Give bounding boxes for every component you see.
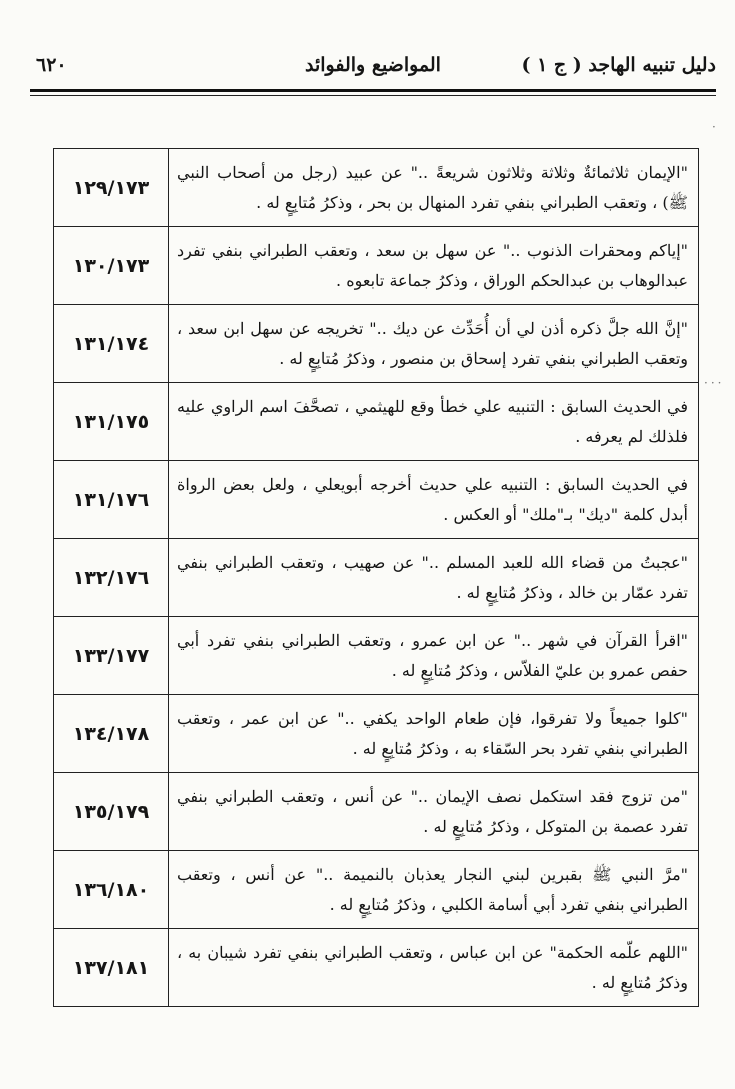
table-row: [54, 773, 699, 851]
table-row: [54, 227, 699, 305]
entry-reference: ١٣٤/١٧٨: [54, 695, 169, 773]
book-title: دليل تنبيه الهاجد ( ج ١ ): [521, 54, 716, 76]
entry-reference: ١٣١/١٧٥: [54, 383, 169, 461]
scan-speck: ·: [712, 120, 716, 134]
page-number: ٦٢٠: [36, 54, 67, 76]
page-header: [30, 52, 716, 82]
entry-description: في الحديث السابق : التنبيه علي حديث أخرجه أبويعلي ، ولعل بعض الرواة أبدل كلمة "ديك" بـ"ملك" أو العكس .: [169, 461, 699, 539]
entry-reference: ١٣١/١٧٦: [54, 461, 169, 539]
scan-speck: ···: [704, 376, 725, 390]
entry-reference: ١٣٣/١٧٧: [54, 617, 169, 695]
header-rule-thin: [30, 95, 716, 96]
entry-description: "إنَّ الله جلَّ ذكره أذن لي أن أُحَدِّث عن ديك .." تخريجه عن سهل ابن سعد ، وتعقب الطبراني بنفي تفرد إسحاق بن منصور ، وذكرُ مُتابِعٍ له .: [169, 305, 699, 383]
entry-reference: ١٣٥/١٧٩: [54, 773, 169, 851]
entry-description: "من تزوج فقد استكمل نصف الإيمان .." عن أنس ، وتعقب الطبراني بنفي تفرد عصمة بن المتوكل ، وذكرُ مُتابِعٍ له .: [169, 773, 699, 851]
entry-reference: ١٣٢/١٧٦: [54, 539, 169, 617]
entry-reference: ١٣٧/١٨١: [54, 929, 169, 1007]
section-title: المواضيع والفوائد: [305, 54, 441, 76]
entry-description: "إياكم ومحقرات الذنوب .." عن سهل بن سعد ، وتعقب الطبراني بنفي تفرد عبدالوهاب بن عبدالحكم الوراق ، وذكرُ جماعة تابعوه .: [169, 227, 699, 305]
entry-description: "مرَّ النبي ﷺ بقبرين لبني النجار يعذبان بالنميمة .." عن أنس ، وتعقب الطبراني بنفي تفرد أبي أسامة الكلبي ، وذكرُ مُتابِعٍ له .: [169, 851, 699, 929]
entry-description: "اللهم علّمه الحكمة" عن ابن عباس ، وتعقب الطبراني بنفي تفرد شيبان به ، وذكرُ مُتابِعٍ له .: [169, 929, 699, 1007]
table-row: [54, 149, 699, 227]
entry-description: "كلوا جميعاً ولا تفرقوا، فإن طعام الواحد يكفي .." عن ابن عمر ، وتعقب الطبراني بنفي تفرد بحر السّقاء به ، وذكرُ مُتابِعٍ له .: [169, 695, 699, 773]
table-row: [54, 461, 699, 539]
table-row: [54, 305, 699, 383]
table-row: [54, 617, 699, 695]
entry-reference: ١٣٦/١٨٠: [54, 851, 169, 929]
entry-description: في الحديث السابق : التنبيه علي خطأ وقع للهيثمي ، تصحَّفَ اسم الراوي عليه فلذلك لم يعرفه .: [169, 383, 699, 461]
entry-reference: ١٣١/١٧٤: [54, 305, 169, 383]
header-rule-thick: [30, 89, 716, 92]
table-row: [54, 383, 699, 461]
entry-description: "عجبتُ من قضاء الله للعبد المسلم .." عن صهيب ، وتعقب الطبراني بنفي تفرد عمّار بن خالد ، وذكرُ مُتابِعٍ له .: [169, 539, 699, 617]
entry-description: "اقرأ القرآن في شهر .." عن ابن عمرو ، وتعقب الطبراني بنفي تفرد أبي حفص عمرو بن عليّ الفلاّس ، وذكرُ مُتابِعٍ له .: [169, 617, 699, 695]
table-row: [54, 695, 699, 773]
table-row: [54, 929, 699, 1007]
entry-reference: ١٣٠/١٧٣: [54, 227, 169, 305]
table-row: [54, 851, 699, 929]
entry-description: "الإيمان ثلاثمائةٌ وثلاثة وثلاثون شريعةً .." عن عبيد (رجل من أصحاب النبي ﷺ) ، وتعقب الطبراني بنفي تفرد المنهال بن بحر ، وذكرُ مُتابِعٍ له .: [169, 149, 699, 227]
entry-reference: ١٢٩/١٧٣: [54, 149, 169, 227]
table-row: [54, 539, 699, 617]
index-table: [53, 148, 699, 1007]
